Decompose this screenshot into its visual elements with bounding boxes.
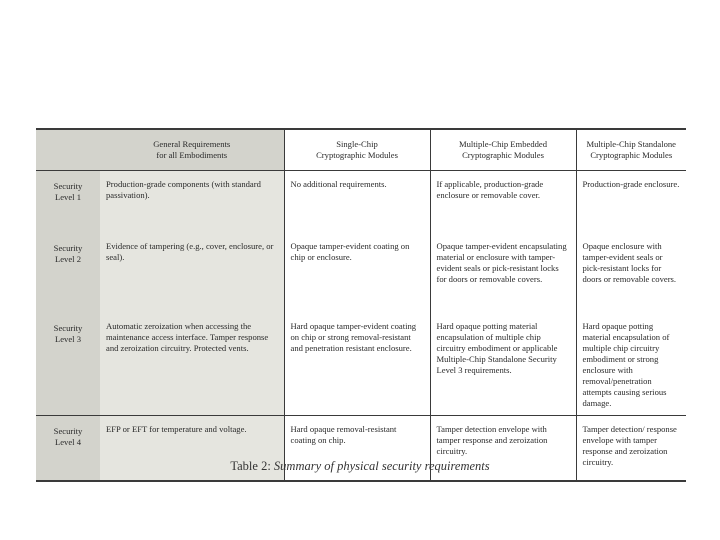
level-3-standalone-cell: Hard opaque potting material encapsulation of multiple chip circuitry embodiment or strong enclosure with removal/penetration attempts causing serious damage.: [576, 313, 686, 416]
table-header-row: [36, 130, 686, 171]
level-1-single-chip-cell: No additional requirements.: [284, 171, 430, 234]
table-row-level-2: [36, 233, 686, 313]
caption-title: Summary of physical security requirements: [273, 459, 490, 473]
header-general-requirements: General Requirements for all Embodiments: [100, 130, 284, 171]
table-row-level-1: [36, 171, 686, 234]
header-multiple-chip-embedded: Multiple-Chip Embedded Cryptographic Modules: [430, 130, 576, 171]
security-level-2-label: Security Level 2: [36, 233, 100, 313]
header-multiple-chip-standalone: Multiple-Chip Standalone Cryptographic Modules: [576, 130, 686, 171]
header-single-chip: Single-Chip Cryptographic Modules: [284, 130, 430, 171]
level-1-general-cell: Production-grade components (with standard passivation).: [100, 171, 284, 234]
level-2-standalone-cell: Opaque enclosure with tamper-evident seals or pick-resistant locks for doors or removable covers.: [576, 233, 686, 313]
caption-label: Table 2:: [230, 459, 271, 473]
level-2-general-cell: Evidence of tampering (e.g., cover, enclosure, or seal).: [100, 233, 284, 313]
level-2-embedded-cell: Opaque tamper-evident encapsulating material or enclosure with tamper-evident seals or pick-resistant locks for doors or removable covers.: [430, 233, 576, 313]
security-level-1-label: Security Level 1: [36, 171, 100, 234]
level-4-embedded-cell: Tamper detection envelope with tamper response and zeroization circuitry.: [430, 416, 576, 481]
security-level-4-label: Security Level 4: [36, 416, 100, 481]
physical-security-table-container: [36, 128, 686, 482]
level-1-embedded-cell: If applicable, production-grade enclosure or removable cover.: [430, 171, 576, 234]
level-3-embedded-cell: Hard opaque potting material encapsulation of multiple chip circuitry embodiment or applicable Multiple-Chip Standalone Security Level 3 requirements.: [430, 313, 576, 416]
security-level-3-label: Security Level 3: [36, 313, 100, 416]
level-4-standalone-cell: Tamper detection/ response envelope with tamper response and zeroization circuitry.: [576, 416, 686, 481]
level-4-single-chip-cell: Hard opaque removal-resistant coating on chip.: [284, 416, 430, 481]
level-1-standalone-cell: Production-grade enclosure.: [576, 171, 686, 234]
level-2-single-chip-cell: Opaque tamper-evident coating on chip or enclosure.: [284, 233, 430, 313]
level-3-general-cell: Automatic zeroization when accessing the maintenance access interface. Tamper response and zeroization circuitry. Protected vents.: [100, 313, 284, 416]
physical-security-table: [36, 130, 686, 480]
table-caption: [0, 459, 720, 474]
table-row-level-3: [36, 313, 686, 416]
header-empty-cell: [36, 130, 100, 171]
level-3-single-chip-cell: Hard opaque tamper-evident coating on chip or strong removal-resistant and penetration resistant enclosure.: [284, 313, 430, 416]
level-4-general-cell: EFP or EFT for temperature and voltage.: [100, 416, 284, 481]
